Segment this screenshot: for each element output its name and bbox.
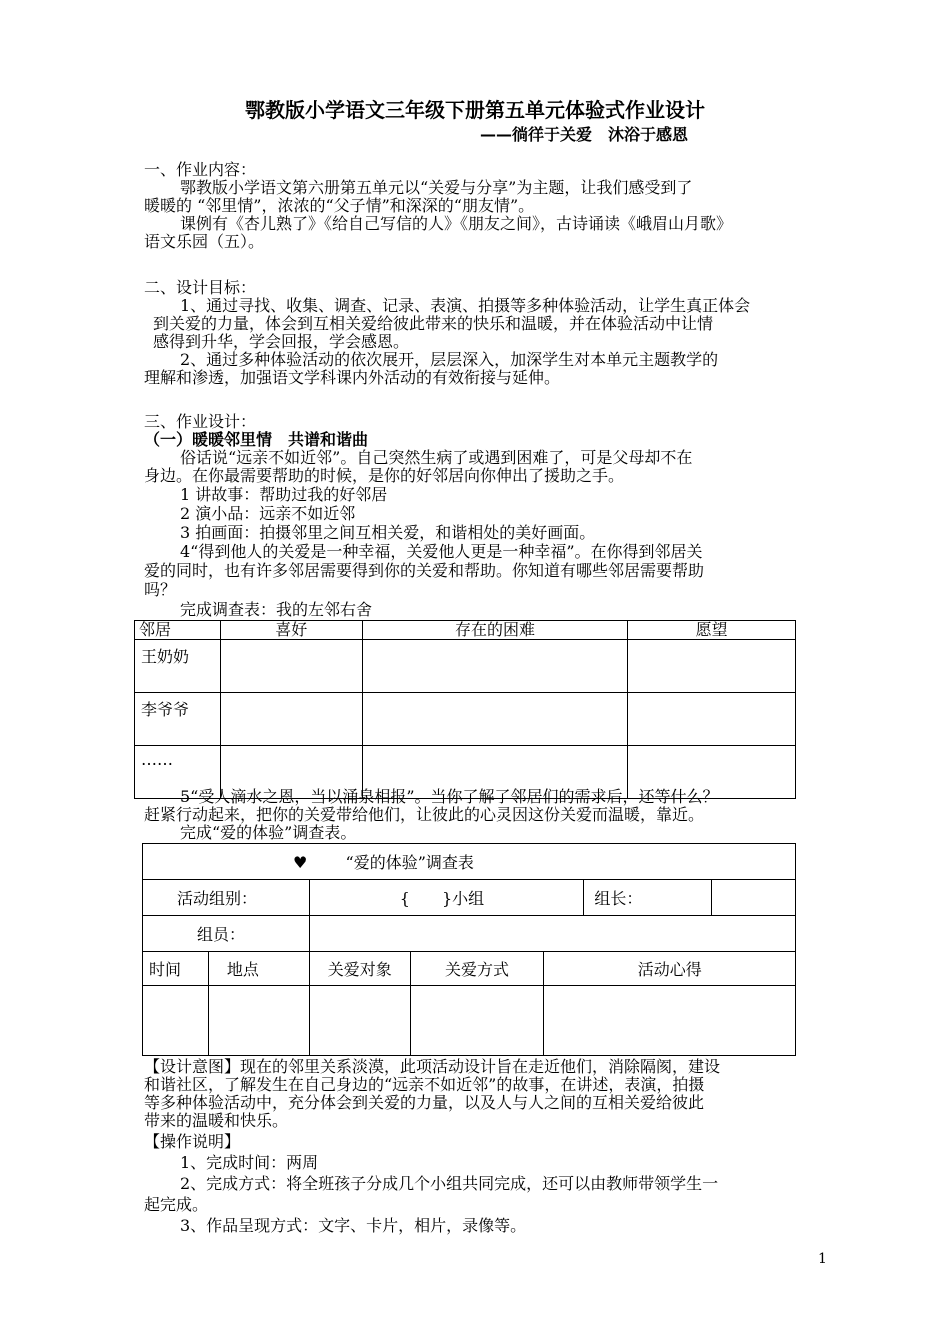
intro-line1: 俗话说“远亲不如近邻”。自己突然生病了或遇到困难了，可是父母却不在 — [180, 448, 693, 467]
design-intent-line4: 带来的温暖和快乐。 — [144, 1111, 289, 1130]
document-subtitle: ——徜徉于关爱 沐浴于感恩 — [480, 125, 689, 144]
activity-item4-line2: 爱的同时，也有许多邻居需要得到你的关爱和帮助。你知道有哪些邻居需要帮助 — [144, 561, 705, 580]
section1-heading: 一、作业内容： — [144, 160, 257, 179]
header-cell: 愿望 — [628, 621, 796, 640]
header-cell: 喜好 — [220, 621, 362, 640]
design-intent-line1: 【设计意图】现在的邻里关系淡漠，此项活动设计旨在走近他们，消除隔阂，建设 — [144, 1057, 721, 1076]
section3-subheading: （一）暖暖邻里情 共谱和谐曲 — [144, 430, 369, 449]
group-label-cell: 活动组别： — [143, 880, 310, 916]
group-value-cell[interactable]: { }小组 — [309, 880, 584, 916]
operation-item2-line1: 2、完成方式：将全班孩子分成几个小组共同完成，还可以由教师带领学生一 — [180, 1174, 719, 1193]
activity-item2: 2 演小品：远亲不如近邻 — [180, 504, 356, 523]
neighbor-name-cell: 李爷爷 — [135, 693, 221, 746]
intro-line2: 身边。在你最需要帮助的时候，是你的好邻居向你伸出了援助之手。 — [144, 466, 625, 485]
activity-item5-line1: 5“受人滴水之恩，当以涌泉相报”。当你了解了邻居们的需求后，还等什么？ — [180, 787, 719, 806]
header-cell: 关爱方式 — [410, 952, 544, 986]
section1-paragraph2-line2: 语文乐园（五）。 — [144, 232, 265, 251]
goal1-line2: 到关爱的力量，体会到互相关爱给彼此带来的快乐和温暖，并在体验活动中让情 — [153, 314, 714, 333]
empty-cell[interactable] — [362, 640, 628, 693]
neighbor-name-cell: …… — [135, 746, 221, 799]
table-header-row — [143, 952, 796, 986]
table-row — [135, 640, 796, 693]
table-row — [143, 880, 796, 916]
empty-cell[interactable] — [309, 986, 410, 1056]
operation-heading: 【操作说明】 — [144, 1132, 241, 1151]
empty-cell[interactable] — [220, 640, 362, 693]
goal1-line3: 感得到升华，学会回报，学会感恩。 — [153, 332, 410, 351]
section3-heading: 三、作业设计： — [144, 412, 257, 431]
survey-caption: 完成调查表：我的左邻右舍 — [180, 600, 373, 619]
activity-item3: 3 拍画面：拍摄邻里之间互相关爱，和谐相处的美好画面。 — [180, 523, 596, 542]
goal1-line1: 1、通过寻找、收集、调查、记录、表演、拍摄等多种体验活动，让学生真正体会 — [180, 296, 751, 315]
table-title: “爱的体验”调查表 — [345, 853, 474, 872]
activity-item1: 1 讲故事：帮助过我的好邻居 — [180, 485, 388, 504]
header-cell: 地点 — [208, 952, 309, 986]
empty-cell[interactable] — [410, 986, 544, 1056]
love-survey-caption: 完成“爱的体验”调查表。 — [180, 823, 357, 842]
empty-cell[interactable] — [208, 986, 309, 1056]
love-experience-table — [142, 843, 796, 1056]
header-cell: 活动心得 — [544, 952, 796, 986]
design-intent-line3: 等多种体验活动中，充分体会到关爱的力量，以及人与人之间的互相关爱给彼此 — [144, 1093, 705, 1112]
members-value-cell[interactable] — [309, 916, 795, 952]
table-row — [135, 693, 796, 746]
leader-label-cell: 组长： — [584, 880, 712, 916]
section1-paragraph2-line1: 课例有《杏儿熟了》《给自己写信的人》《朋友之间》，古诗诵读《峨眉山月歌》 — [180, 214, 733, 233]
neighbor-survey-table — [134, 620, 796, 799]
activity-item5-line2: 赶紧行动起来，把你的关爱带给他们，让彼此的心灵因这份关爱而温暖，靠近。 — [144, 805, 705, 824]
table-row — [143, 916, 796, 952]
section2-heading: 二、设计目标： — [144, 278, 257, 297]
design-intent-line2: 和谐社区，了解发生在自己身边的“远亲不如近邻”的故事，在讲述，表演，拍摄 — [144, 1075, 705, 1094]
members-label-cell: 组员： — [143, 916, 310, 952]
header-cell: 存在的困难 — [362, 621, 628, 640]
table-row — [143, 986, 796, 1056]
section1-paragraph1-line2: 暖暖的 “邻里情”，浓浓的“父子情”和深深的“朋友情”。 — [144, 196, 535, 215]
section1-paragraph1-line1: 鄂教版小学语文第六册第五单元以“关爱与分享”为主题，让我们感受到了 — [180, 178, 693, 197]
header-cell: 时间 — [143, 952, 209, 986]
activity-item4-line3: 吗？ — [144, 580, 177, 599]
table-title-row — [143, 844, 796, 880]
empty-cell[interactable] — [220, 693, 362, 746]
table-header-row — [135, 621, 796, 640]
goal2-line2: 理解和渗透，加强语文学科课内外活动的有效衔接与延伸。 — [144, 368, 561, 387]
neighbor-name-cell: 王奶奶 — [135, 640, 221, 693]
empty-cell[interactable] — [544, 986, 796, 1056]
document-title: 鄂教版小学语文三年级下册第五单元体验式作业设计 — [245, 98, 705, 122]
leader-value-cell[interactable] — [712, 880, 796, 916]
activity-item4-line1: 4“得到他人的关爱是一种幸福，关爱他人更是一种幸福”。在你得到邻居关 — [180, 542, 703, 561]
empty-cell[interactable] — [143, 986, 209, 1056]
empty-cell[interactable] — [628, 693, 796, 746]
table-title-cell — [143, 844, 796, 880]
operation-item2-line2: 起完成。 — [144, 1195, 209, 1214]
operation-item3: 3、作品呈现方式：文字、卡片，相片，录像等。 — [180, 1216, 527, 1235]
operation-item1: 1、完成时间：两周 — [180, 1153, 319, 1172]
header-cell: 邻居 — [135, 621, 221, 640]
heart-icon: ♥ — [293, 853, 308, 872]
empty-cell[interactable] — [362, 693, 628, 746]
page-number: 1 — [818, 1251, 827, 1267]
goal2-line1: 2、通过多种体验活动的依次展开，层层深入，加深学生对本单元主题教学的 — [180, 350, 719, 369]
header-cell: 关爱对象 — [309, 952, 410, 986]
empty-cell[interactable] — [628, 640, 796, 693]
